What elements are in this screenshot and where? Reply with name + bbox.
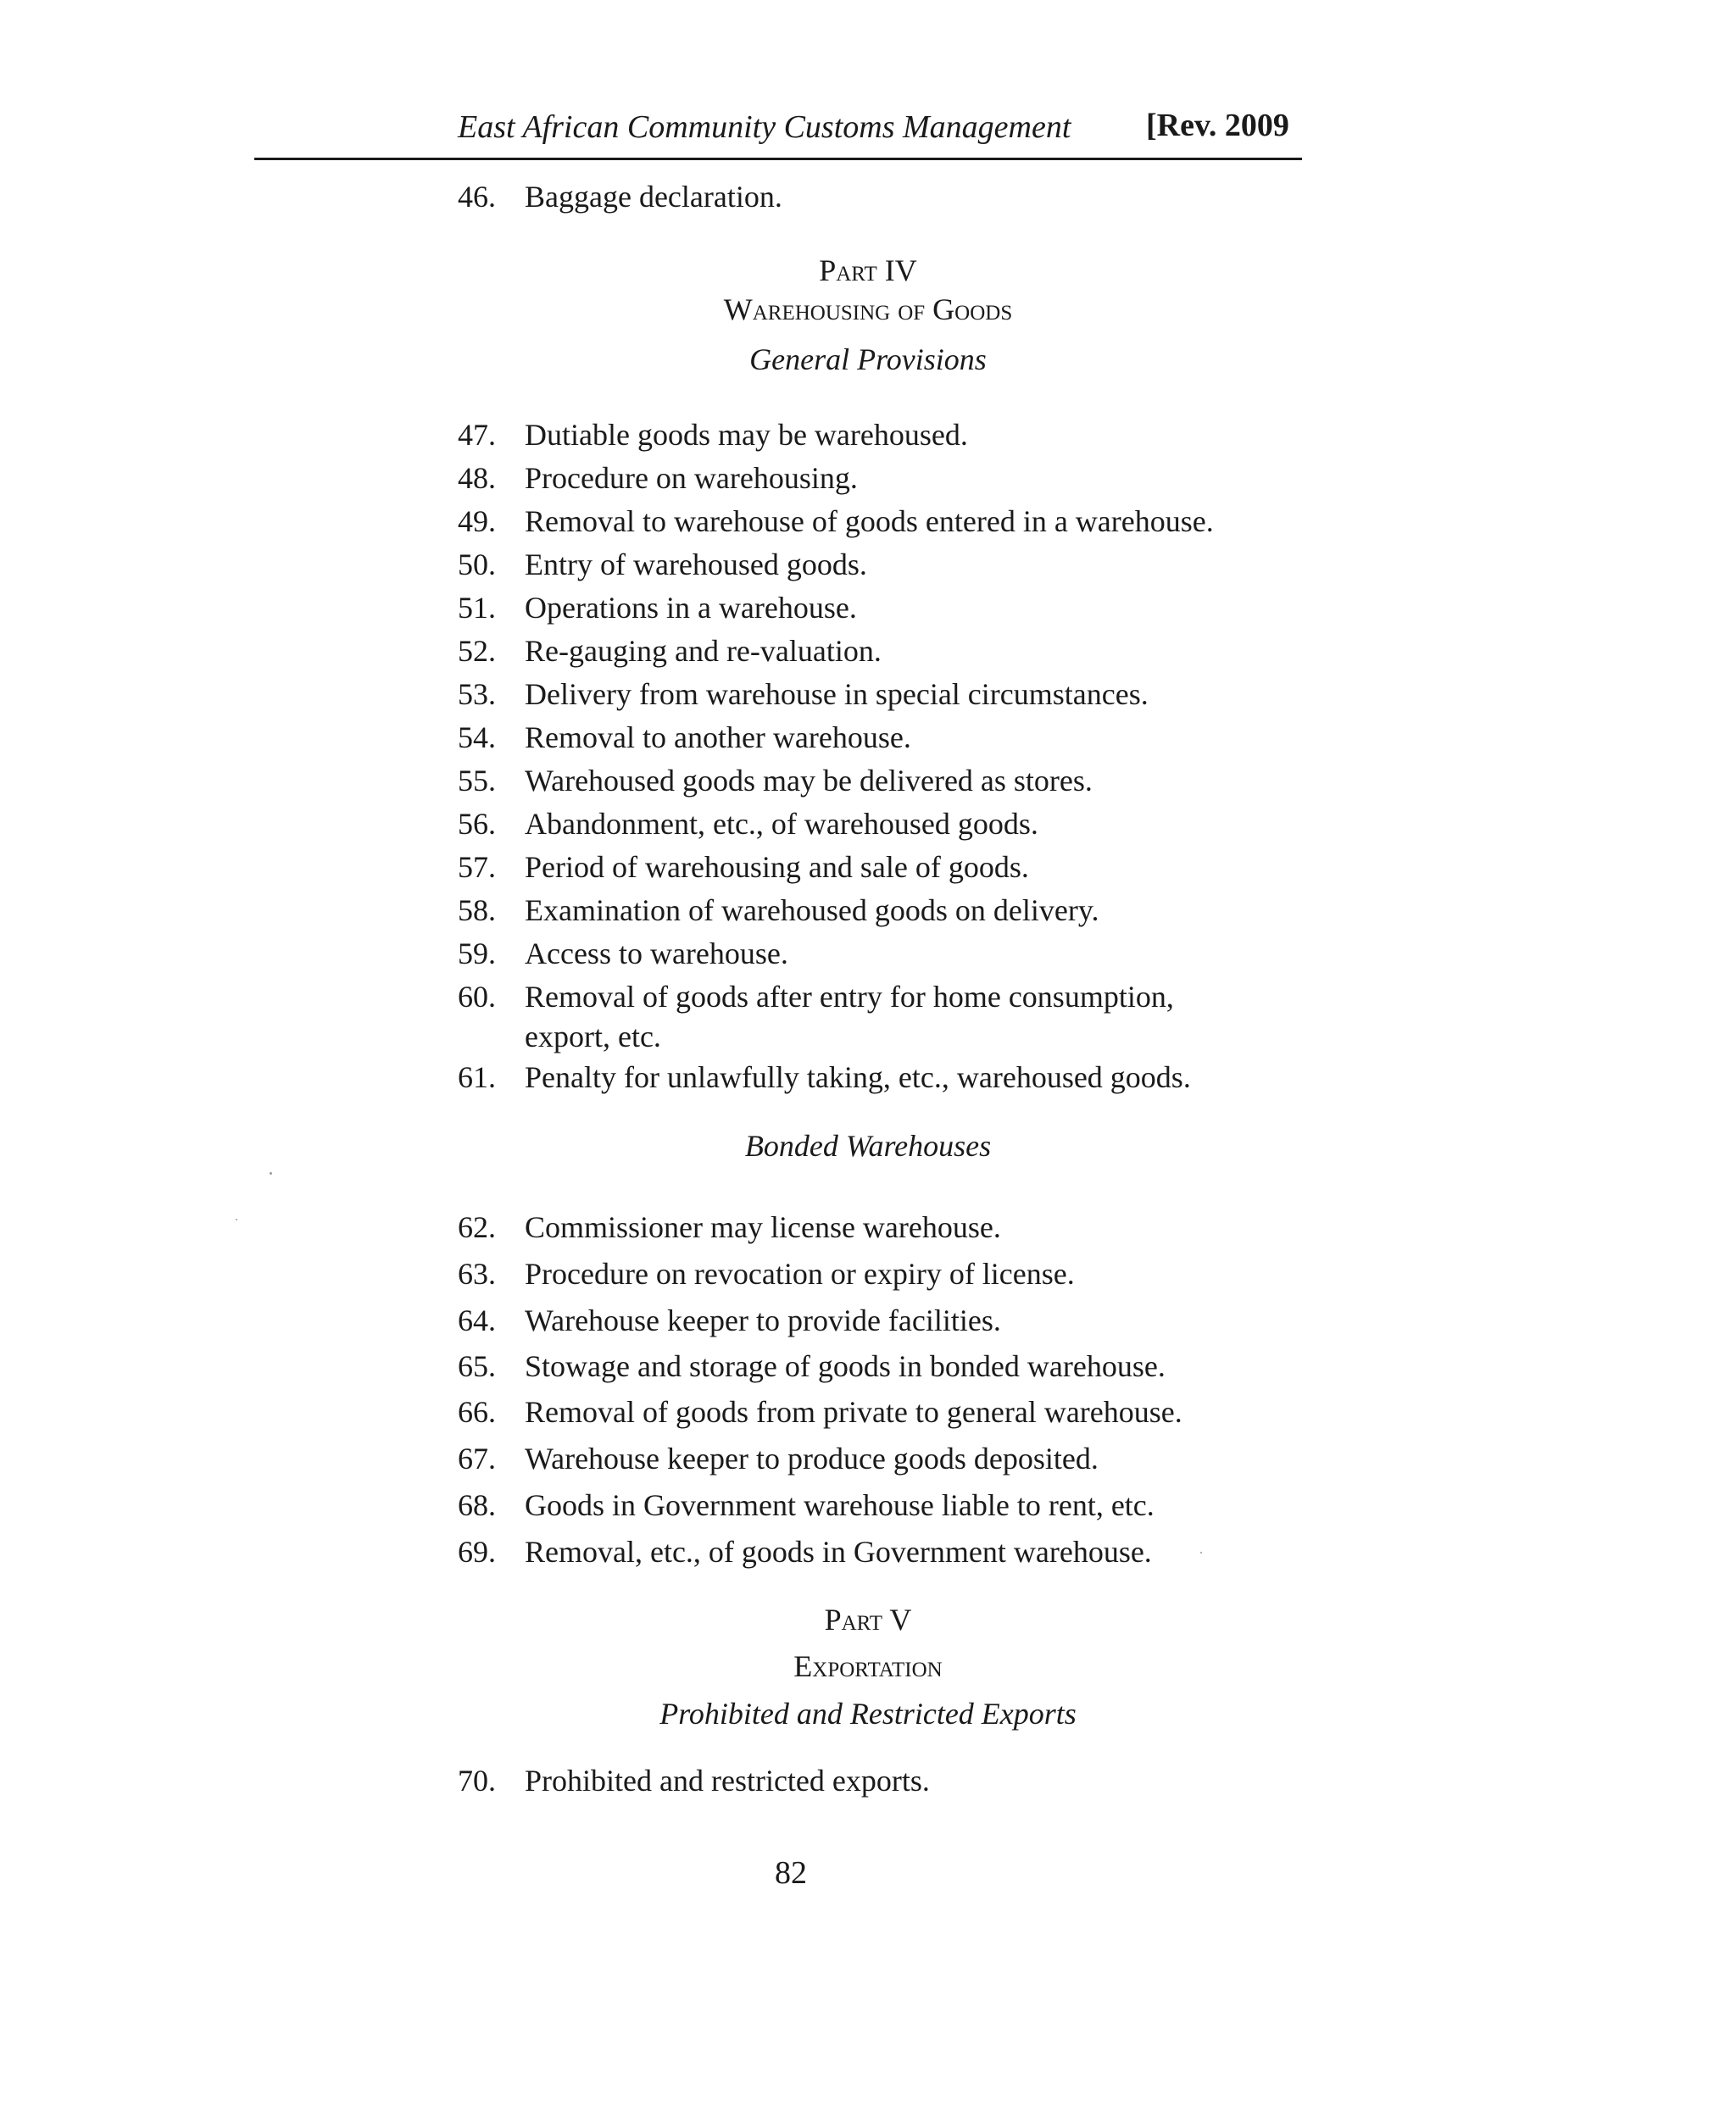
section-number: 57. bbox=[458, 850, 496, 884]
section-title: Entry of warehoused goods. bbox=[525, 547, 867, 581]
section-number: 50. bbox=[458, 547, 496, 581]
section-title: Re-gauging and re-valuation. bbox=[525, 634, 882, 668]
section-title: Warehouse keeper to produce goods deposited. bbox=[525, 1442, 1099, 1476]
section-number: 66. bbox=[458, 1395, 496, 1429]
section-title: Warehoused goods may be delivered as stores. bbox=[525, 764, 1093, 798]
section-title: Baggage declaration. bbox=[525, 180, 782, 214]
page-number: 82 bbox=[775, 1855, 807, 1891]
section-number: 59. bbox=[458, 937, 496, 970]
section-title: Delivery from warehouse in special circumstances. bbox=[525, 677, 1149, 711]
section-title: Prohibited and restricted exports. bbox=[525, 1764, 930, 1798]
section-number: 60. bbox=[458, 980, 496, 1014]
subheading-bonded-warehouses: Bonded Warehouses bbox=[744, 1129, 992, 1163]
section-number: 61. bbox=[458, 1060, 496, 1094]
section-number: 53. bbox=[458, 677, 496, 711]
section-number: 47. bbox=[458, 418, 496, 452]
section-number: 55. bbox=[458, 764, 496, 798]
subheading-general-provisions: General Provisions bbox=[749, 342, 987, 376]
section-number: 62. bbox=[458, 1210, 496, 1244]
section-number: 63. bbox=[458, 1257, 496, 1291]
scan-speck bbox=[236, 1219, 237, 1220]
section-title: Commissioner may license warehouse. bbox=[525, 1210, 1001, 1244]
part-heading: Part IV bbox=[819, 253, 917, 287]
section-title: Procedure on revocation or expiry of license. bbox=[525, 1257, 1075, 1291]
section-number: 46. bbox=[458, 180, 496, 214]
section-number: 67. bbox=[458, 1442, 496, 1476]
section-number: 48. bbox=[458, 461, 496, 495]
section-title: Removal of goods from private to general warehouse. bbox=[525, 1395, 1182, 1429]
section-number: 49. bbox=[458, 504, 496, 538]
section-title: Removal, etc., of goods in Government warehouse. bbox=[525, 1535, 1152, 1569]
part-heading: Part V bbox=[824, 1603, 912, 1637]
section-title: Removal to warehouse of goods entered in a warehouse. bbox=[525, 504, 1214, 538]
section-title-continued: export, etc. bbox=[525, 1020, 661, 1053]
section-number: 52. bbox=[458, 634, 496, 668]
part-title: Exportation bbox=[793, 1649, 943, 1683]
section-number: 58. bbox=[458, 893, 496, 927]
section-number: 65. bbox=[458, 1349, 496, 1383]
part-title: Warehousing of Goods bbox=[723, 292, 1013, 326]
section-title: Operations in a warehouse. bbox=[525, 591, 857, 625]
section-title: Abandonment, etc., of warehoused goods. bbox=[525, 807, 1038, 841]
subheading-prohibited-exports: Prohibited and Restricted Exports bbox=[659, 1697, 1077, 1731]
running-header-revision: [Rev. 2009 bbox=[1146, 108, 1289, 143]
section-title: Dutiable goods may be warehoused. bbox=[525, 418, 968, 452]
section-title: Procedure on warehousing. bbox=[525, 461, 858, 495]
scan-speck bbox=[1200, 1552, 1202, 1553]
section-title: Removal of goods after entry for home consumption, bbox=[525, 980, 1174, 1014]
section-number: 68. bbox=[458, 1488, 496, 1522]
section-number: 64. bbox=[458, 1303, 496, 1337]
section-title: Period of warehousing and sale of goods. bbox=[525, 850, 1029, 884]
section-title: Warehouse keeper to provide facilities. bbox=[525, 1303, 1001, 1337]
section-number: 69. bbox=[458, 1535, 496, 1569]
section-number: 56. bbox=[458, 807, 496, 841]
section-title: Goods in Government warehouse liable to rent, etc. bbox=[525, 1488, 1155, 1522]
section-title: Examination of warehoused goods on delivery. bbox=[525, 893, 1099, 927]
section-number: 70. bbox=[458, 1764, 496, 1798]
section-number: 51. bbox=[458, 591, 496, 625]
section-title: Stowage and storage of goods in bonded warehouse. bbox=[525, 1349, 1166, 1383]
section-title: Penalty for unlawfully taking, etc., warehoused goods. bbox=[525, 1060, 1191, 1094]
running-header-title: East African Community Customs Management bbox=[458, 109, 1071, 145]
section-title: Access to warehouse. bbox=[525, 937, 788, 970]
header-rule bbox=[254, 158, 1302, 160]
scan-speck bbox=[270, 1172, 272, 1175]
section-title: Removal to another warehouse. bbox=[525, 720, 911, 754]
section-number: 54. bbox=[458, 720, 496, 754]
